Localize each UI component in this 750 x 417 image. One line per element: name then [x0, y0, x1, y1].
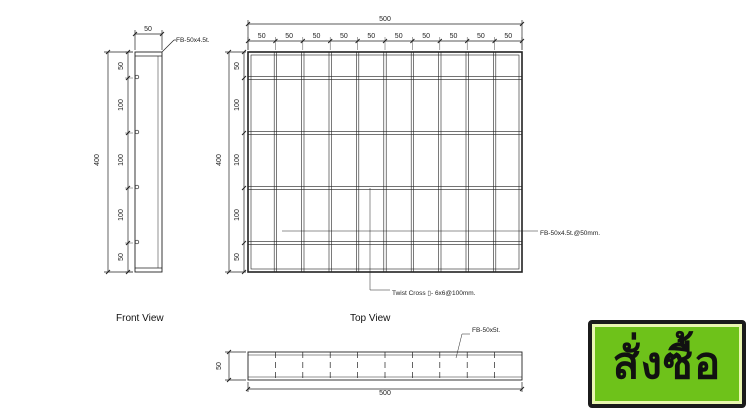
- side-width-dim: 500: [379, 390, 391, 397]
- top-row-dim-3: 100: [234, 154, 241, 166]
- top-height-dim: 400: [216, 154, 223, 166]
- front-seg-dim-5: 50: [118, 253, 125, 261]
- top-row-dim-1: 50: [234, 62, 241, 70]
- grating-frame: [248, 52, 522, 272]
- side-leader: [456, 334, 462, 358]
- order-button-label: สั่งซื้อ: [612, 338, 722, 389]
- top-col-dim: 50: [340, 33, 348, 40]
- top-col-dim: 50: [504, 33, 513, 40]
- front-view-label: Front View: [116, 313, 164, 324]
- top-col-dim: 50: [449, 33, 458, 40]
- side-height-dim: 50: [216, 362, 223, 370]
- top-view-label: Top View: [350, 313, 391, 324]
- top-row-dim-2: 100: [234, 99, 241, 111]
- front-seg-dim-2: 100: [118, 99, 125, 111]
- order-button[interactable]: [588, 320, 746, 408]
- front-seg-dim-1: 50: [118, 62, 125, 70]
- front-height-dim: 400: [94, 154, 101, 166]
- top-col-dim: 50: [367, 33, 376, 40]
- top-col-dim: 50: [312, 33, 321, 40]
- bearing-bar-note: FB-50x4.5t.@50mm.: [540, 230, 601, 237]
- front-seg-dim-3: 100: [118, 154, 125, 166]
- top-row-dim-5: 50: [234, 253, 241, 261]
- grating-inner-frame: [251, 55, 519, 269]
- front-width-dim: 50: [144, 26, 152, 33]
- cross-bar-hole: [135, 240, 139, 244]
- top-col-dim: 50: [394, 33, 403, 40]
- side-bar-note: FB-50x5t.: [472, 327, 501, 334]
- cross-bar-hole: [135, 130, 139, 134]
- top-width-dim: 500: [379, 16, 391, 23]
- top-col-dim: 50: [257, 33, 266, 40]
- cross-bar-hole: [135, 185, 139, 189]
- cross-bar-hole: [135, 75, 139, 79]
- front-bar-note: FB-50x4.5t.: [176, 37, 210, 44]
- cross-bar-note: Twist Cross ▯- 6x6@100mm.: [392, 290, 476, 297]
- top-col-dim: 50: [422, 33, 430, 40]
- leader: [162, 40, 174, 52]
- top-col-dim: 50: [285, 33, 293, 40]
- top-col-dim: 50: [477, 33, 485, 40]
- top-row-dim-4: 100: [234, 209, 241, 221]
- front-seg-dim-4: 100: [118, 209, 125, 221]
